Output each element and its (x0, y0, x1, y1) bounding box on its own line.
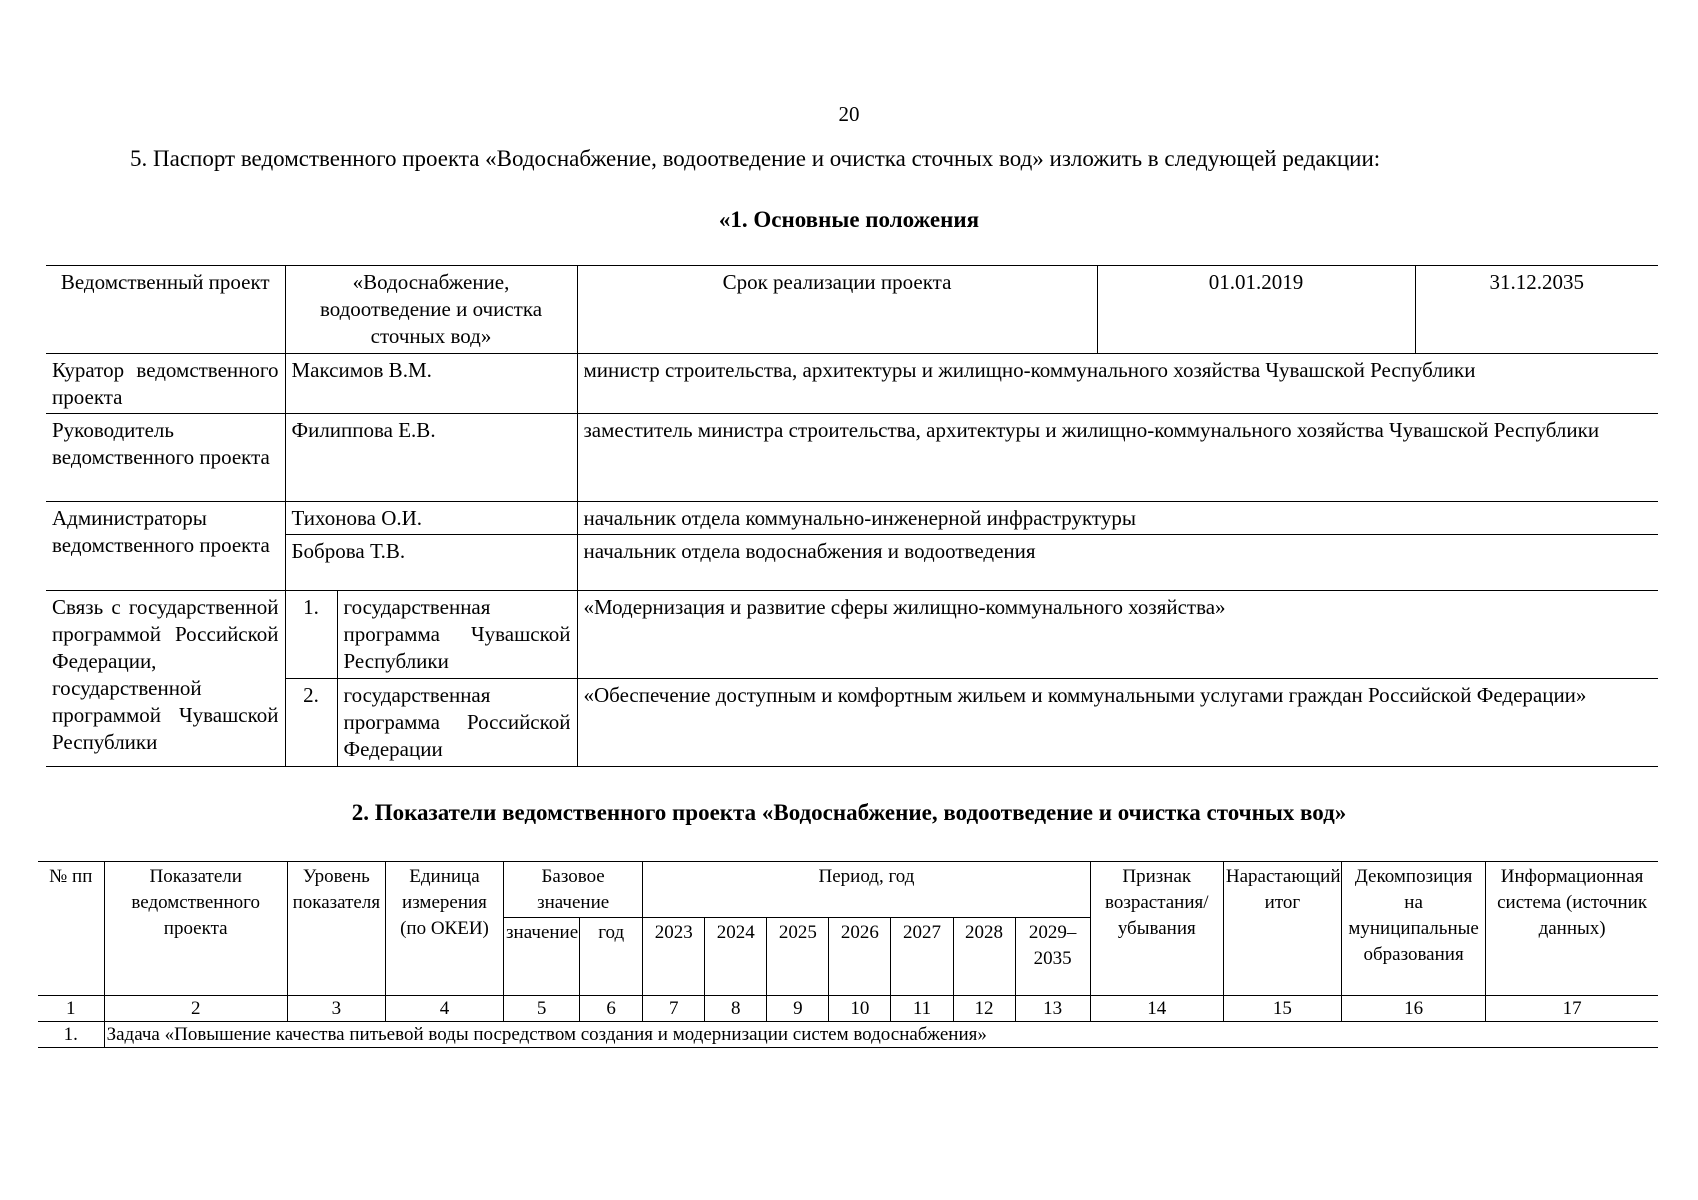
column-number: 17 (1486, 996, 1658, 1022)
column-number: 7 (643, 996, 705, 1022)
head-label: Руководитель ведомственного проекта (46, 414, 285, 502)
end-date: 31.12.2035 (1415, 266, 1658, 354)
column-number: 6 (580, 996, 643, 1022)
program-row-1 (46, 591, 1658, 679)
column-number: 3 (287, 996, 385, 1022)
intro-paragraph: 5. Паспорт ведомственного проекта «Водоснабжение, водоотведение и очистка сточных вод» изложить в следующей редакции: (130, 146, 1381, 171)
task-number: 1. (38, 1022, 104, 1048)
admin-name-1: Тихонова О.И. (285, 502, 577, 535)
col-trend-header: Признак возрастания/убывания (1090, 862, 1223, 996)
col-year-header: 2023 (643, 918, 705, 996)
column-number: 16 (1342, 996, 1486, 1022)
col-info-system-header: Информационная система (источник данных) (1486, 862, 1658, 996)
head-position: заместитель министра строительства, архитектуры и жилищно-коммунального хозяйства Чувашской Республики (577, 414, 1658, 502)
col-year-header: 2029–2035 (1015, 918, 1090, 996)
col-year-header: 2027 (891, 918, 953, 996)
column-number: 14 (1090, 996, 1223, 1022)
col-base-header: Базовое значение (504, 862, 643, 918)
col-decomposition-header: Декомпозиция на муниципальные образования (1342, 862, 1486, 996)
col-cumulative-header: Нарастающий итог (1223, 862, 1341, 996)
main-provisions-table (46, 265, 1658, 767)
head-row (46, 414, 1658, 502)
project-row (46, 266, 1658, 354)
program-type-1: государственная программа Чувашской Республики (337, 591, 577, 679)
start-date: 01.01.2019 (1097, 266, 1415, 354)
program-num-2: 2. (285, 679, 337, 767)
col-year-header: 2028 (953, 918, 1015, 996)
col-base-year-header: год (580, 918, 643, 996)
column-number: 10 (829, 996, 891, 1022)
col-indicators-header: Показатели ведомственного проекта (104, 862, 287, 996)
section1-heading: «1. Основные положения (718, 207, 980, 232)
page-number: 20 (838, 102, 860, 126)
col-level-header: Уровень показателя (287, 862, 385, 996)
program-name-1: «Модернизация и развитие сферы жилищно-коммунального хозяйства» (577, 591, 1658, 679)
col-year-header: 2026 (829, 918, 891, 996)
column-number: 2 (104, 996, 287, 1022)
column-number: 13 (1015, 996, 1090, 1022)
link-label: Связь с государственной программой Российской Федерации, государственной программой Чувашской Республики (46, 591, 285, 767)
column-number: 8 (705, 996, 767, 1022)
admin-row-1 (46, 502, 1658, 535)
col-year-header: 2024 (705, 918, 767, 996)
task-row (38, 1022, 1658, 1048)
project-label: Ведомственный проект (46, 266, 285, 354)
curator-label: Куратор ведомственного проекта (46, 354, 285, 414)
project-name: «Водоснабжение, водоотведение и очистка сточных вод» (285, 266, 577, 354)
col-unit-header: Единица измерения (по ОКЕИ) (385, 862, 503, 996)
column-number: 4 (385, 996, 503, 1022)
admins-label: Администраторы ведомственного проекта (46, 502, 285, 591)
column-number: 15 (1223, 996, 1341, 1022)
program-row-2 (46, 679, 1658, 767)
admin-name-2: Боброва Т.В. (285, 535, 577, 591)
period-label: Срок реализации проекта (577, 266, 1097, 354)
curator-row (46, 354, 1658, 414)
curator-name: Максимов В.М. (285, 354, 577, 414)
col-period-header: Период, год (643, 862, 1091, 918)
column-number: 11 (891, 996, 953, 1022)
admin-position-1: начальник отдела коммунально-инженерной инфраструктуры (577, 502, 1658, 535)
column-number: 5 (504, 996, 580, 1022)
column-number: 1 (38, 996, 104, 1022)
program-type-2: государственная программа Российской Федерации (337, 679, 577, 767)
task-text: Задача «Повышение качества питьевой воды посредством создания и модернизации систем водоснабжения» (104, 1022, 1658, 1048)
admin-position-2: начальник отдела водоснабжения и водоотведения (577, 535, 1658, 591)
column-numbers-row (38, 996, 1658, 1022)
column-number: 12 (953, 996, 1015, 1022)
head-name: Филиппова Е.В. (285, 414, 577, 502)
col-base-value-header: значение (504, 918, 580, 996)
section2-heading: 2. Показатели ведомственного проекта «Водоснабжение, водоотведение и очистка сточных вод» (351, 800, 1347, 825)
program-name-2: «Обеспечение доступным и комфортным жильем и коммунальными услугами граждан Российской Федерации» (577, 679, 1658, 767)
col-num-header: № пп (38, 862, 104, 996)
indicators-table (38, 861, 1658, 1048)
program-num-1: 1. (285, 591, 337, 679)
curator-position: министр строительства, архитектуры и жилищно-коммунального хозяйства Чувашской Республики (577, 354, 1658, 414)
admin-row-2 (46, 535, 1658, 591)
column-number: 9 (767, 996, 829, 1022)
header-row-1 (38, 862, 1658, 918)
col-year-header: 2025 (767, 918, 829, 996)
